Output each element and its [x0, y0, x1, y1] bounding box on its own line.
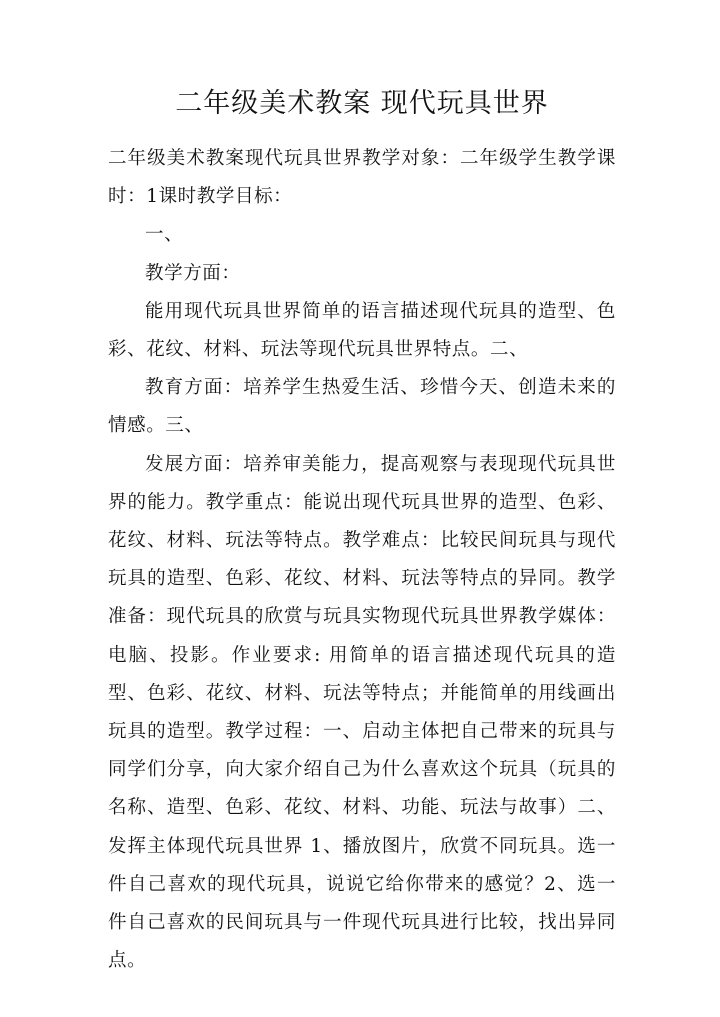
paragraph-section-one: 一、: [145, 224, 184, 246]
paragraph-teaching-aspect-body: 能用现代玩具世界简单的语言描述现代玩具的造型、色彩、花纹、材料、玩法等现代玩具世界特点。二、: [108, 300, 616, 361]
paragraph-intro: 二年级美术教案现代玩具世界教学对象：二年级学生教学课时：1课时教学目标：: [108, 148, 616, 208]
paragraph-development-aspect: 发展方面：培养审美能力，提高观察与表现现代玩具世界的能力。教学重点：能说出现代玩具世界的造型、色彩、花纹、材料、玩法等特点。教学难点：比较民间玩具与现代玩具的造型、色彩、花纹、材料、玩法等特点的异同。教学准备：现代玩具的欣赏与玩具实物现代玩具世界教学媒体：电脑、投影。作业要求: 用简单的语言描述现代玩具的造型、色彩、花纹、材料、玩法等特点；并能简单的用线画出玩具的造型。教学过程：一、启动主体把自己带来的玩具与同学们分享，向大家介绍自己为什么喜欢这个玩具（玩具的名称、造型、色彩、花纹、材料、功能、玩法与故事）二、发挥主体现代玩具世界 1、播放图片，欣赏不同玩具。选一件自己喜欢的现代玩具，说说它给你带来的感觉？2、选一件自己喜欢的民间玩具与一件现代玩具进行比较，找出异同点。: [108, 453, 616, 972]
paragraph-education-aspect: 教育方面：培养学生热爱生活、珍惜今天、创造未来的情感。三、: [108, 377, 616, 437]
document-title: 二年级美术教案 现代玩具世界: [175, 88, 549, 119]
paragraph-teaching-aspect: 教学方面：: [145, 262, 241, 284]
